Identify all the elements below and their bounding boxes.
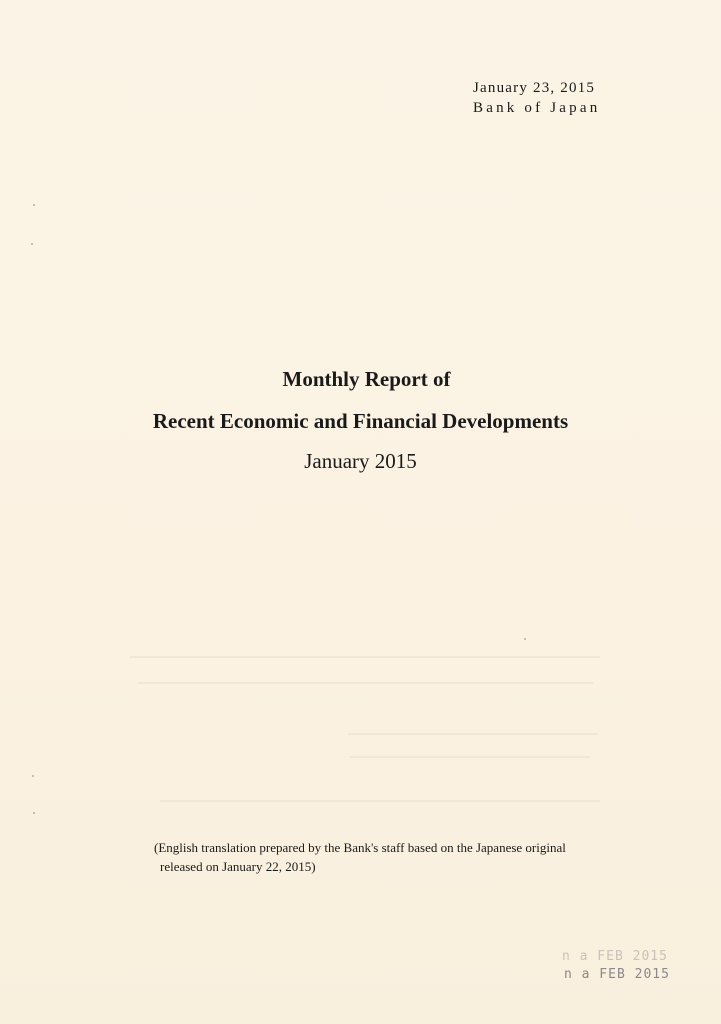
report-title-line-1: Monthly Report of: [282, 367, 451, 391]
paper-speck: [31, 243, 33, 245]
report-title-line-2: Recent Economic and Financial Developments: [152, 409, 569, 433]
bleed-through-line: [350, 756, 590, 758]
report-period: January 2015: [304, 449, 417, 473]
received-stamp-clear: n a FEB 2015: [564, 967, 670, 982]
paper-speck: [33, 812, 35, 814]
received-stamp-faded: n a FEB 2015: [562, 949, 668, 964]
issuer-name: Bank of Japan: [473, 100, 601, 116]
header-block: [473, 78, 600, 118]
bleed-through-line: [348, 733, 598, 735]
bleed-through-line: [130, 656, 600, 658]
translation-note-line-1: (English translation prepared by the Bank's staff based on the Japanese original: [154, 840, 566, 855]
paper-speck: [33, 204, 35, 206]
received-stamp: [562, 948, 670, 984]
translation-note: [154, 838, 566, 876]
report-date: January 23, 2015: [473, 80, 596, 96]
bleed-through-line: [138, 682, 593, 684]
translation-note-line-2: released on January 22, 2015): [160, 859, 316, 874]
paper-speck: [524, 638, 526, 640]
bleed-through-line: [160, 800, 600, 802]
title-block: [0, 364, 721, 476]
paper-speck: [32, 775, 34, 777]
